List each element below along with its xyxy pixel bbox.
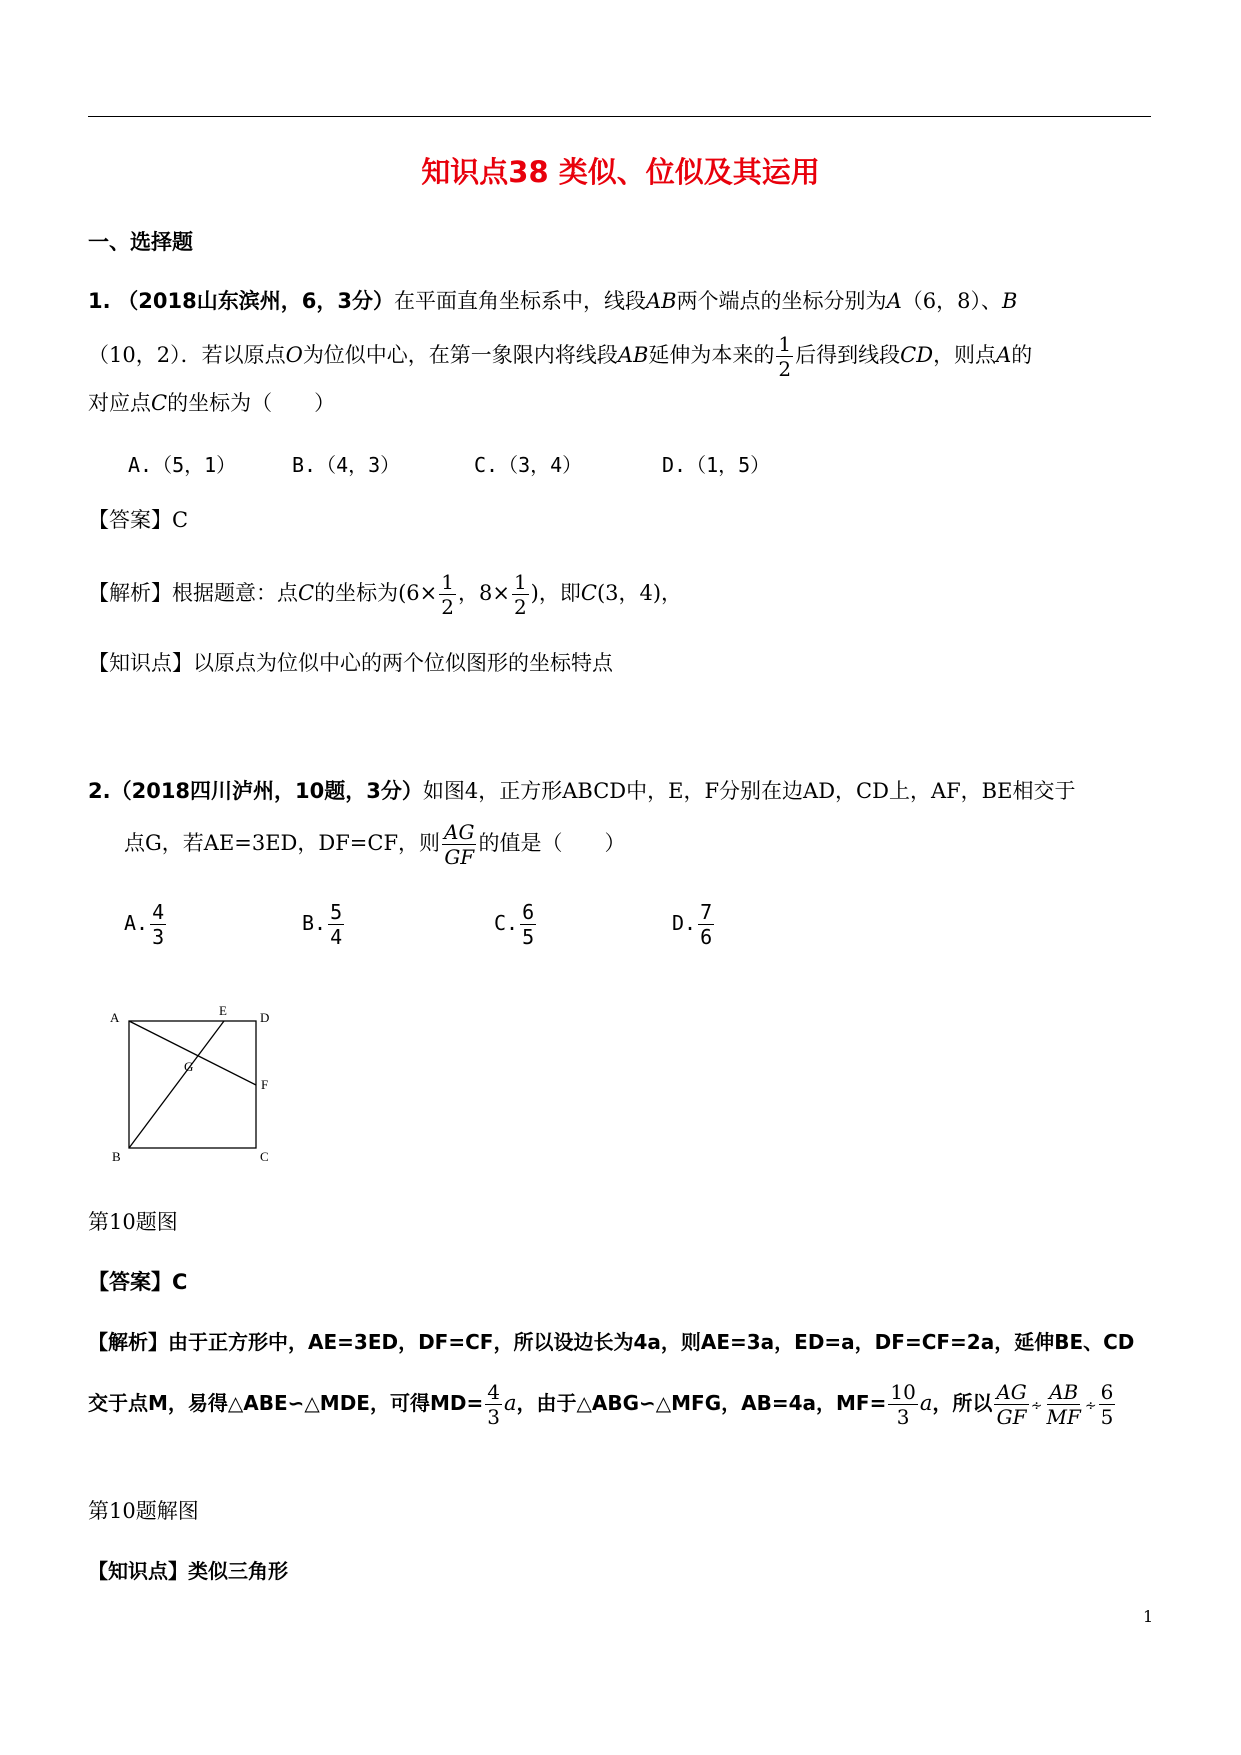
fraction [888, 1380, 917, 1429]
q1-var: B [1001, 289, 1018, 313]
fraction-num: 4 [487, 1380, 500, 1404]
q1-text: （6，8）、 [901, 289, 1002, 313]
knowledge-label: 【知识点】 [88, 651, 193, 675]
knowledge-text: 以原点为位似中心的两个位似图形的坐标特点 [193, 651, 613, 675]
q1-option-c: C.（3，4） [474, 453, 583, 477]
q1-analysis [88, 570, 682, 619]
fraction-den: 4 [330, 925, 343, 949]
ratio-symbol: ∻ [1084, 1398, 1097, 1414]
fraction [1045, 1380, 1083, 1429]
figure-caption: 第10题图 [88, 1210, 178, 1234]
analysis-label: 【解析】 [88, 1330, 168, 1354]
fraction [150, 900, 166, 949]
q1-text: ，则点 [933, 343, 997, 367]
label-g: G [184, 1059, 194, 1074]
q1-var: A [886, 289, 902, 313]
q2-text: 点G，若AE=3ED，DF=CF，则 [124, 831, 441, 855]
q1-text: 后得到线段 [795, 343, 901, 367]
analysis-text: 交于点M，易得△ABE∽△MDE，可得MD= [88, 1391, 484, 1415]
analysis-var: C [298, 581, 315, 605]
fraction-den: 3 [487, 1405, 500, 1429]
fraction-den: 2 [778, 357, 792, 381]
ratio-symbol: ∻ [1030, 1398, 1043, 1414]
q1-text: （10，2）．若以原点 [88, 343, 286, 367]
q1-var: AB [617, 343, 649, 367]
analysis-var: C [580, 581, 597, 605]
fraction-num: 1 [441, 570, 454, 594]
q1-line-2 [88, 332, 1032, 381]
knowledge-text: 类似三角形 [188, 1559, 288, 1583]
q2-line-1 [88, 776, 1075, 806]
q1-var: A [996, 343, 1012, 367]
answer-label: 【答案】 [88, 1270, 172, 1294]
q2-option-d [672, 900, 716, 949]
q1-var: CD [900, 343, 934, 367]
fraction-num: AG [996, 1380, 1027, 1404]
label-b: B [112, 1149, 121, 1164]
q1-knowledge-point [88, 648, 613, 678]
q2-text: 如图4，正方形ABCD中，E，F分别在边AD，CD上，AF，BE相交于 [422, 779, 1076, 803]
q2-knowledge-point [88, 1556, 288, 1586]
fraction [512, 570, 529, 619]
q1-option-a: A.（5，1） [128, 453, 237, 477]
q2-analysis-line-2 [88, 1380, 1117, 1429]
fraction-den: 3 [896, 1405, 910, 1429]
fraction [485, 1380, 502, 1429]
fraction [439, 570, 456, 619]
fraction-den: GF [996, 1405, 1027, 1429]
option-label: A. [124, 911, 149, 935]
q1-answer [88, 505, 188, 535]
fraction-den: 2 [513, 595, 527, 619]
fraction [442, 820, 476, 869]
q1-line-1 [88, 286, 1017, 316]
analysis-text: 的坐标为(6× [314, 581, 438, 605]
label-c: C [260, 1149, 269, 1164]
answer-label: 【答案】 [88, 508, 172, 532]
fraction-num: 10 [890, 1380, 916, 1404]
q1-text: 对应点 [88, 391, 151, 415]
page-number: 1 [1143, 1607, 1154, 1626]
fraction [776, 332, 793, 381]
q2-option-c [494, 900, 538, 949]
segment-af [129, 1021, 256, 1085]
label-f: F [261, 1077, 269, 1092]
option-label: D. [672, 911, 697, 935]
q2-source: （2018四川泸州，10题，3分） [110, 779, 423, 803]
fraction-num: 7 [700, 900, 713, 924]
fraction-num: 6 [522, 900, 535, 924]
q2-number: 2. [88, 779, 111, 803]
square-abcd [129, 1021, 256, 1148]
fraction-num: AG [444, 820, 475, 844]
fraction-den: 3 [152, 925, 165, 949]
q1-text: 的坐标为（ ） [167, 391, 336, 415]
segment-be [129, 1021, 224, 1148]
label-e: E [219, 1003, 227, 1018]
analysis-text: ，8× [457, 581, 510, 605]
analysis-label: 【解析】 [88, 581, 172, 605]
analysis-text: (3，4)， [596, 581, 683, 605]
analysis-var: a [503, 1391, 517, 1415]
q1-option-b: B.（4，3） [292, 453, 401, 477]
fraction-den: 2 [441, 595, 454, 619]
fraction-num: 4 [152, 900, 165, 924]
fraction [698, 900, 714, 949]
answer-value: C [172, 508, 189, 532]
page-title: 知识点38 类似、位似及其运用 [421, 155, 820, 189]
q2-line-2 [124, 820, 625, 869]
q2-option-b [302, 900, 346, 949]
q1-number: 1. [88, 289, 111, 313]
q1-option-d: D.（1，5） [662, 453, 771, 477]
fraction-den: MF [1046, 1405, 1081, 1429]
q1-var: AB [645, 289, 677, 313]
knowledge-label: 【知识点】 [88, 1559, 188, 1583]
option-label: B. [302, 911, 327, 935]
q1-var: C [151, 391, 168, 415]
analysis-text: 根据题意：点 [172, 581, 298, 605]
q1-line-3 [88, 388, 335, 418]
fraction-den: 5 [1100, 1405, 1114, 1429]
q1-text: 两个端点的坐标分别为 [676, 289, 887, 313]
q2-analysis-line-1 [88, 1327, 1134, 1357]
fraction-num: 1 [513, 570, 527, 594]
fraction [520, 900, 536, 949]
fraction-num: AB [1049, 1380, 1079, 1404]
q1-text: 在平面直角坐标系中，线段 [393, 289, 646, 313]
solution-caption: 第10题解图 [88, 1499, 199, 1523]
q1-text: 的 [1011, 343, 1033, 367]
option-label: C. [494, 911, 519, 935]
fraction-den: 5 [522, 925, 535, 949]
q1-var: O [285, 343, 303, 367]
q2-answer [88, 1267, 187, 1297]
q1-text: 为位似中心，在第一象限内将线段 [302, 343, 618, 367]
answer-value: C [172, 1270, 188, 1294]
analysis-text: )，即 [530, 581, 581, 605]
q2-text: 的值是（ ） [478, 831, 626, 855]
fraction-num: 6 [1100, 1380, 1114, 1404]
section-heading: 一、选择题 [88, 230, 193, 254]
fraction [1099, 1380, 1116, 1429]
q1-text: 延伸为本来的 [648, 343, 775, 367]
label-d: D [260, 1010, 270, 1025]
fraction-num: 5 [330, 900, 343, 924]
analysis-text: 由于正方形中，AE=3ED，DF=CF，所以设边长为4a，则AE=3a，ED=a，DF=CF=2a，延伸BE、CD [168, 1330, 1135, 1354]
fraction-num: 1 [778, 332, 792, 356]
fraction-den: GF [444, 845, 475, 869]
header-rule [88, 116, 1151, 117]
fraction [328, 900, 344, 949]
analysis-text: ，所以 [932, 1391, 993, 1415]
analysis-var: a [919, 1391, 933, 1415]
square-figure [100, 995, 280, 1165]
fraction [994, 1380, 1028, 1429]
label-a: A [110, 1010, 120, 1025]
fraction-den: 6 [700, 925, 713, 949]
analysis-text: ，由于△ABG∽△MFG，AB=4a，MF= [516, 1391, 887, 1415]
q1-source: （2018山东滨州，6，3分） [117, 289, 394, 313]
q2-option-a [124, 900, 168, 949]
